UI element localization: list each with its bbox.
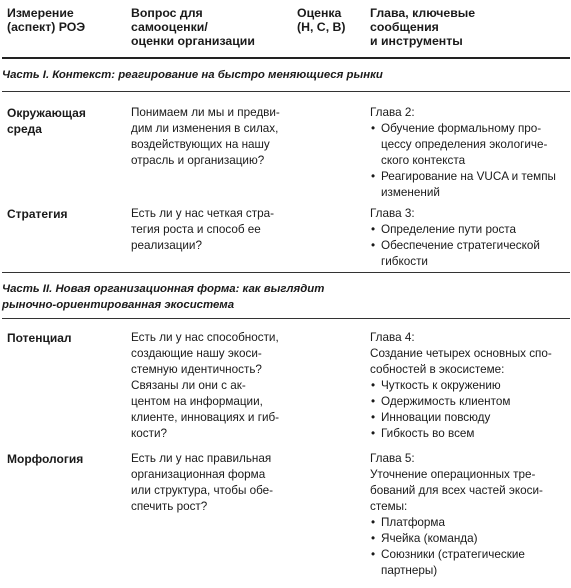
list-item: • Союзники (стратегические партнеры) bbox=[370, 547, 570, 579]
part-rule-1 bbox=[2, 91, 570, 92]
list-item: • Инновации повсюду bbox=[370, 410, 570, 426]
chapter-strategy: Глава 3: • Определение пути роста • Обеспечение стратегической гибкости bbox=[370, 206, 570, 270]
list-item: • Ячейка (команда) bbox=[370, 531, 570, 547]
key-messages-list bbox=[370, 121, 570, 201]
key-messages-list bbox=[370, 515, 570, 579]
dimension-morphology: Морфология bbox=[7, 452, 84, 466]
chapter-potential: Глава 4: Создание четырех основных спо- собностей в экосистеме: • Чуткость к окружению • Одержимость клиентом • Инновации повсюду • Гибкость во всем bbox=[370, 330, 570, 442]
list-item: • Гибкость во всем bbox=[370, 426, 570, 442]
question-environment: Понимаем ли мы и предви- дим ли изменения в силах, воздействующих на нашу отрасль и организацию? bbox=[131, 106, 280, 167]
dimension-strategy: Стратегия bbox=[7, 207, 68, 221]
list-item: • Реагирование на VUCA и темпы изменений bbox=[370, 169, 570, 201]
chapter-morphology: Глава 5: Уточнение операционных тре- бований для всех частей экоси- стемы: • Платформа • Ячейка (команда) • Союзники (стратегические партнеры) bbox=[370, 451, 570, 579]
list-item: • Чуткость к окружению bbox=[370, 378, 570, 394]
chapter-environment: Глава 2: • Обучение формальному про- цессу определения экологиче- ского контекста • Реагирование на VUCA и темпы изменений bbox=[370, 105, 570, 201]
part-title-2: Часть II. Новая организационная форма: как выглядит рыночно-ориентированная экосистема bbox=[2, 283, 325, 311]
header-dimension: Измерение (аспект) РОЭ bbox=[7, 6, 86, 34]
part-title-1: Часть I. Контекст: реагирование на быстро меняющиеся рынки bbox=[2, 69, 383, 81]
part-rule-2a bbox=[2, 272, 570, 273]
question-strategy: Есть ли у нас четкая стра- тегия роста и способ ее реализации? bbox=[131, 207, 275, 252]
list-item: • Обучение формальному про- цессу определения экологиче- ского контекста bbox=[370, 121, 570, 169]
part-rule-2b bbox=[2, 318, 570, 319]
list-item: • Определение пути роста bbox=[370, 222, 570, 238]
header-chapter: Глава, ключевые сообщения и инструменты bbox=[370, 6, 476, 48]
question-morphology: Есть ли у нас правильная организационная форма или структура, чтобы обе- спечить рост? bbox=[131, 452, 274, 513]
list-item: • Обеспечение стратегической гибкости bbox=[370, 238, 570, 270]
header-rule bbox=[2, 57, 570, 59]
list-item: • Платформа bbox=[370, 515, 570, 531]
dimension-potential: Потенциал bbox=[7, 331, 72, 345]
header-question: Вопрос для самооценки/ оценки организации bbox=[131, 6, 255, 48]
key-messages-list bbox=[370, 222, 570, 270]
list-item: • Одержимость клиентом bbox=[370, 394, 570, 410]
header-rating: Оценка (Н, С, В) bbox=[297, 6, 346, 34]
dimension-environment: Окружающая среда bbox=[7, 106, 86, 136]
question-potential: Есть ли у нас способности, создающие нашу экоси- стемную идентичность? Связаны ли они с ак- центом на информации, клиенте, инновациях и гиб- кости? bbox=[131, 331, 280, 440]
key-messages-list bbox=[370, 378, 570, 442]
